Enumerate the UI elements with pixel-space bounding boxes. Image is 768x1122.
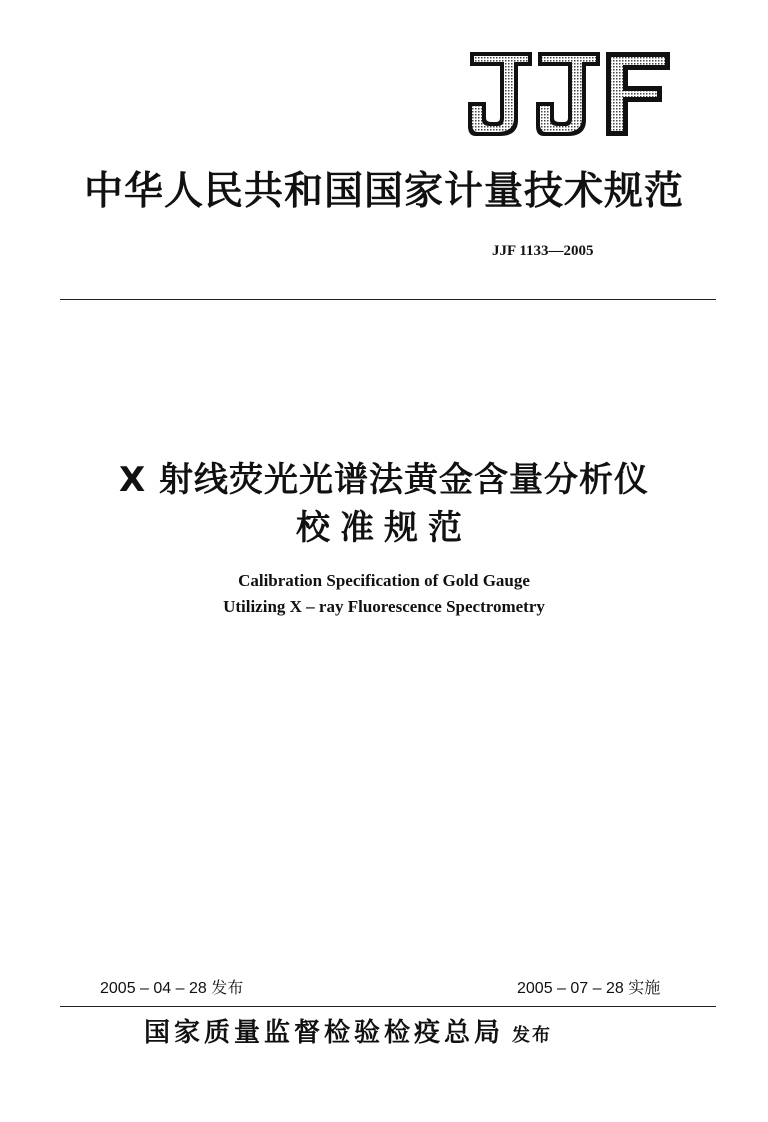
footer-divider [60,1006,716,1007]
logo-letter-j1 [468,52,532,136]
implementation-date: 2005 – 07 – 28 实施 [517,980,661,997]
logo-letter-f [606,52,670,136]
chinese-title-line2: 校准规范 [296,508,472,548]
regulation-category-title: 中华人民共和国国家计量技术规范 [83,168,684,214]
logo-letter-j2 [536,52,600,136]
issuer-suffix: 发布 [512,1025,553,1046]
issuing-authority [144,1012,552,1049]
issuer-name: 国家质量监督检验检疫总局 [144,1018,505,1048]
header-divider [60,299,716,300]
english-title-line2: Utilizing X – ray Fluorescence Spectrometry [223,597,545,616]
jjf-logo [466,48,672,140]
english-title-line1: Calibration Specification of Gold Gauge [238,571,530,590]
standard-number: JJF 1133—2005 [492,243,594,259]
chinese-title-line1: X 射线荧光光谱法黄金含量分析仪 [118,460,650,500]
issue-date: 2005 – 04 – 28 发布 [100,980,244,997]
